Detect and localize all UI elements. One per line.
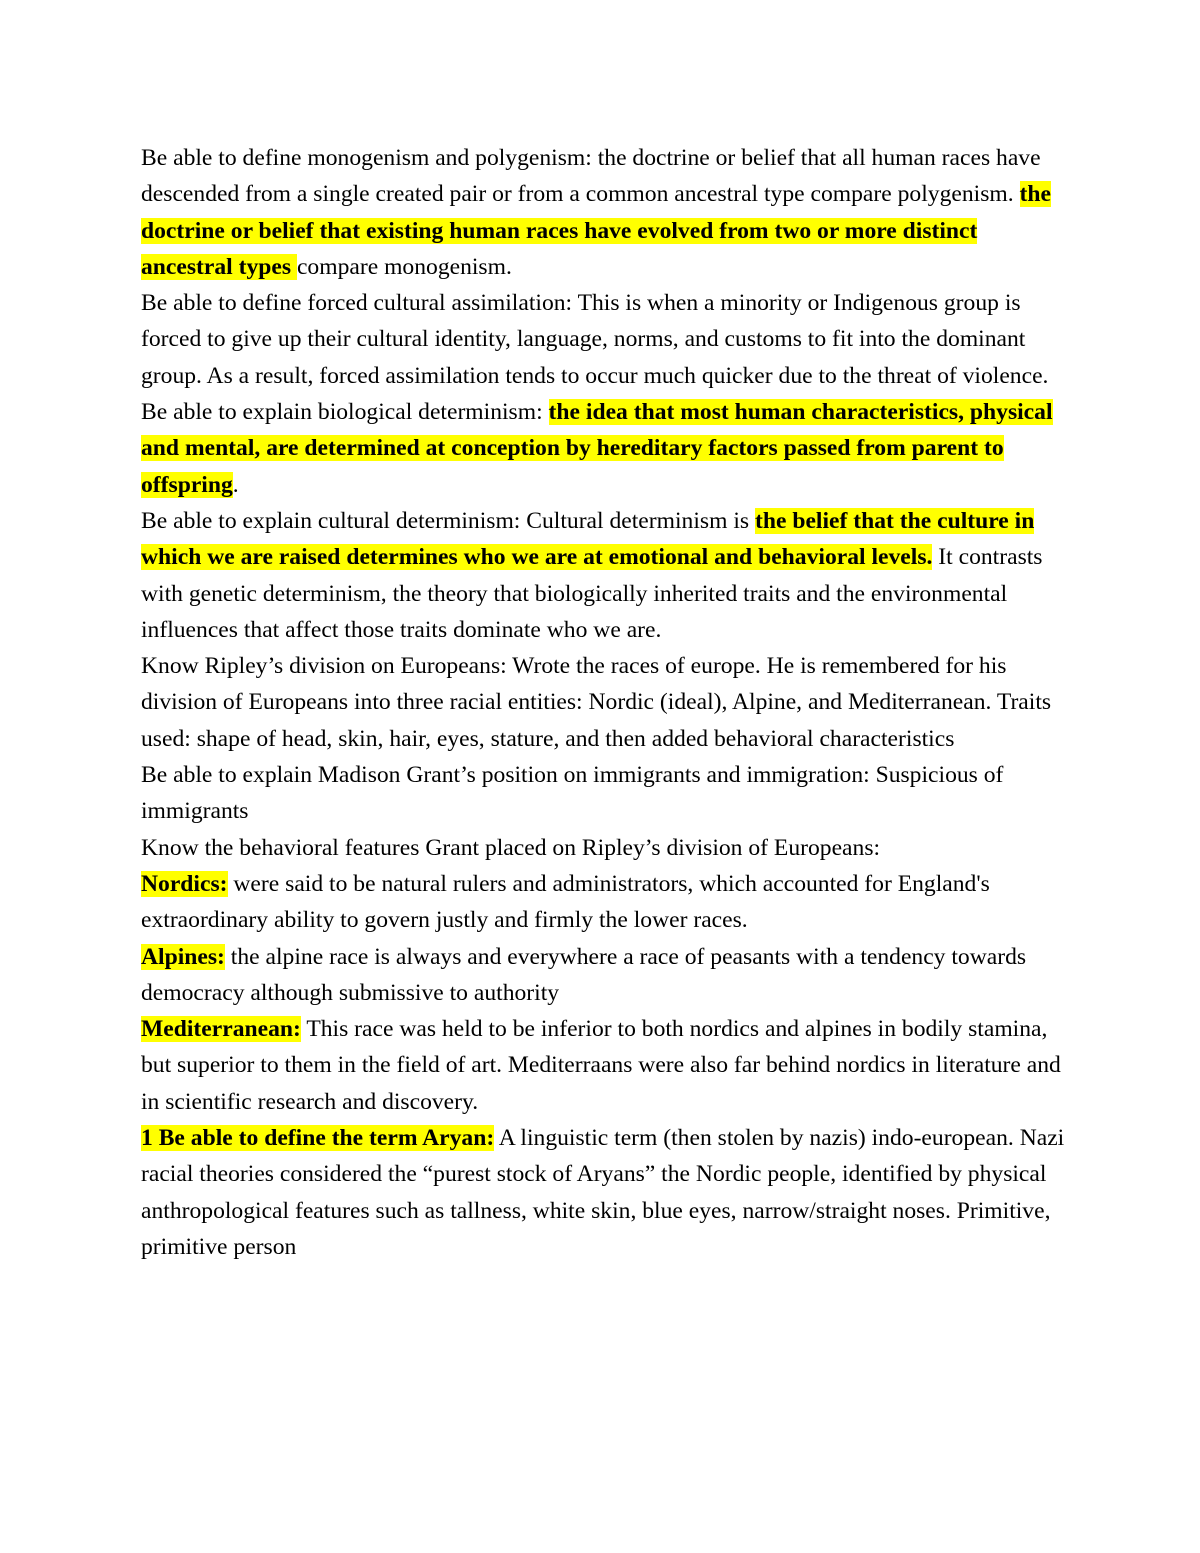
text-run: A linguistic term (then stolen by nazis) indo-european. Nazi racial theories considered the “purest stock of Aryans” the Nordic people, identified by physical anthropological features such as tallness, white skin, blue eyes, narrow/straight noses. Primitive, primitive person: [141, 1125, 1065, 1260]
text-run: Be able to explain cultural determinism: Cultural determinism is: [141, 507, 755, 534]
highlighted-text: the doctrine or belief that existing human races have evolved from two or more distinct ancestral types: [141, 181, 1051, 280]
text-run: Be able to define forced cultural assimilation: This is when a minority or Indigenous group is forced to give up their cultural identity, language, norms, and customs to fit into the dominant group. As a result, forced assimilation tends to occur much quicker due to the threat of violence.: [141, 290, 1049, 389]
highlighted-term-nordics: Nordics:: [141, 870, 228, 897]
paragraph-alpines: [141, 939, 1071, 1012]
paragraph-aryan: [141, 1120, 1071, 1265]
highlighted-text: the idea that most human characteristics, physical and mental, are determined at conception by hereditary factors passed from parent to offspring: [141, 399, 1053, 498]
paragraph-ripley-division: [141, 648, 1071, 757]
paragraph-biological-determinism: [141, 394, 1071, 503]
paragraph-mediterranean: [141, 1011, 1071, 1120]
text-run: Know the behavioral features Grant placed on Ripley’s division of Europeans:: [141, 834, 881, 861]
paragraph-monogenism: [141, 140, 1071, 285]
paragraph-forced-assimilation: [141, 285, 1071, 394]
paragraph-nordics: [141, 866, 1071, 939]
text-run: were said to be natural rulers and administrators, which accounted for England's extraordinary ability to govern justly and firmly the lower races.: [141, 870, 990, 934]
document-body: [141, 140, 1071, 1265]
text-run: Know Ripley’s division on Europeans: Wrote the races of europe. He is remembered for his division of Europeans into three racial entities: Nordic (ideal), Alpine, and Mediterranean. Traits used: shape of head, skin, hair, eyes, stature, and then added behavioral characteristics: [141, 653, 1052, 752]
highlighted-term-mediterranean: Mediterranean:: [141, 1016, 301, 1043]
text-run: Be able to explain biological determinism:: [141, 399, 549, 426]
highlighted-text: the belief that the culture in which we are raised determines who we are at emotional and behavioral levels.: [141, 507, 1035, 571]
text-run: the alpine race is always and everywhere a race of peasants with a tendency towards democracy although submissive to authority: [141, 943, 1027, 1006]
text-run: .: [232, 471, 239, 498]
paragraph-cultural-determinism: [141, 503, 1071, 648]
paragraph-madison-grant: [141, 757, 1071, 830]
paragraph-behavioral-features: [141, 830, 1071, 866]
text-run: Be able to define monogenism and polygenism: the doctrine or belief that all human races have descended from a single created pair or from a common ancestral type compare polygenism.: [141, 145, 1041, 208]
text-run: compare monogenism.: [296, 253, 512, 280]
highlighted-term-aryan: 1 Be able to define the term Aryan:: [141, 1125, 495, 1152]
text-run: It contrasts with genetic determinism, the theory that biologically inherited traits and the environmental influences that affect those traits dominate who we are.: [141, 544, 1043, 643]
highlighted-term-alpines: Alpines:: [141, 943, 225, 970]
text-run: This race was held to be inferior to both nordics and alpines in bodily stamina, but superior to them in the field of art. Mediterraans were also far behind nordics in literature and in scientific research and discovery.: [141, 1016, 1061, 1115]
text-run: Be able to explain Madison Grant’s position on immigrants and immigration: Suspicious of immigrants: [141, 762, 1004, 825]
